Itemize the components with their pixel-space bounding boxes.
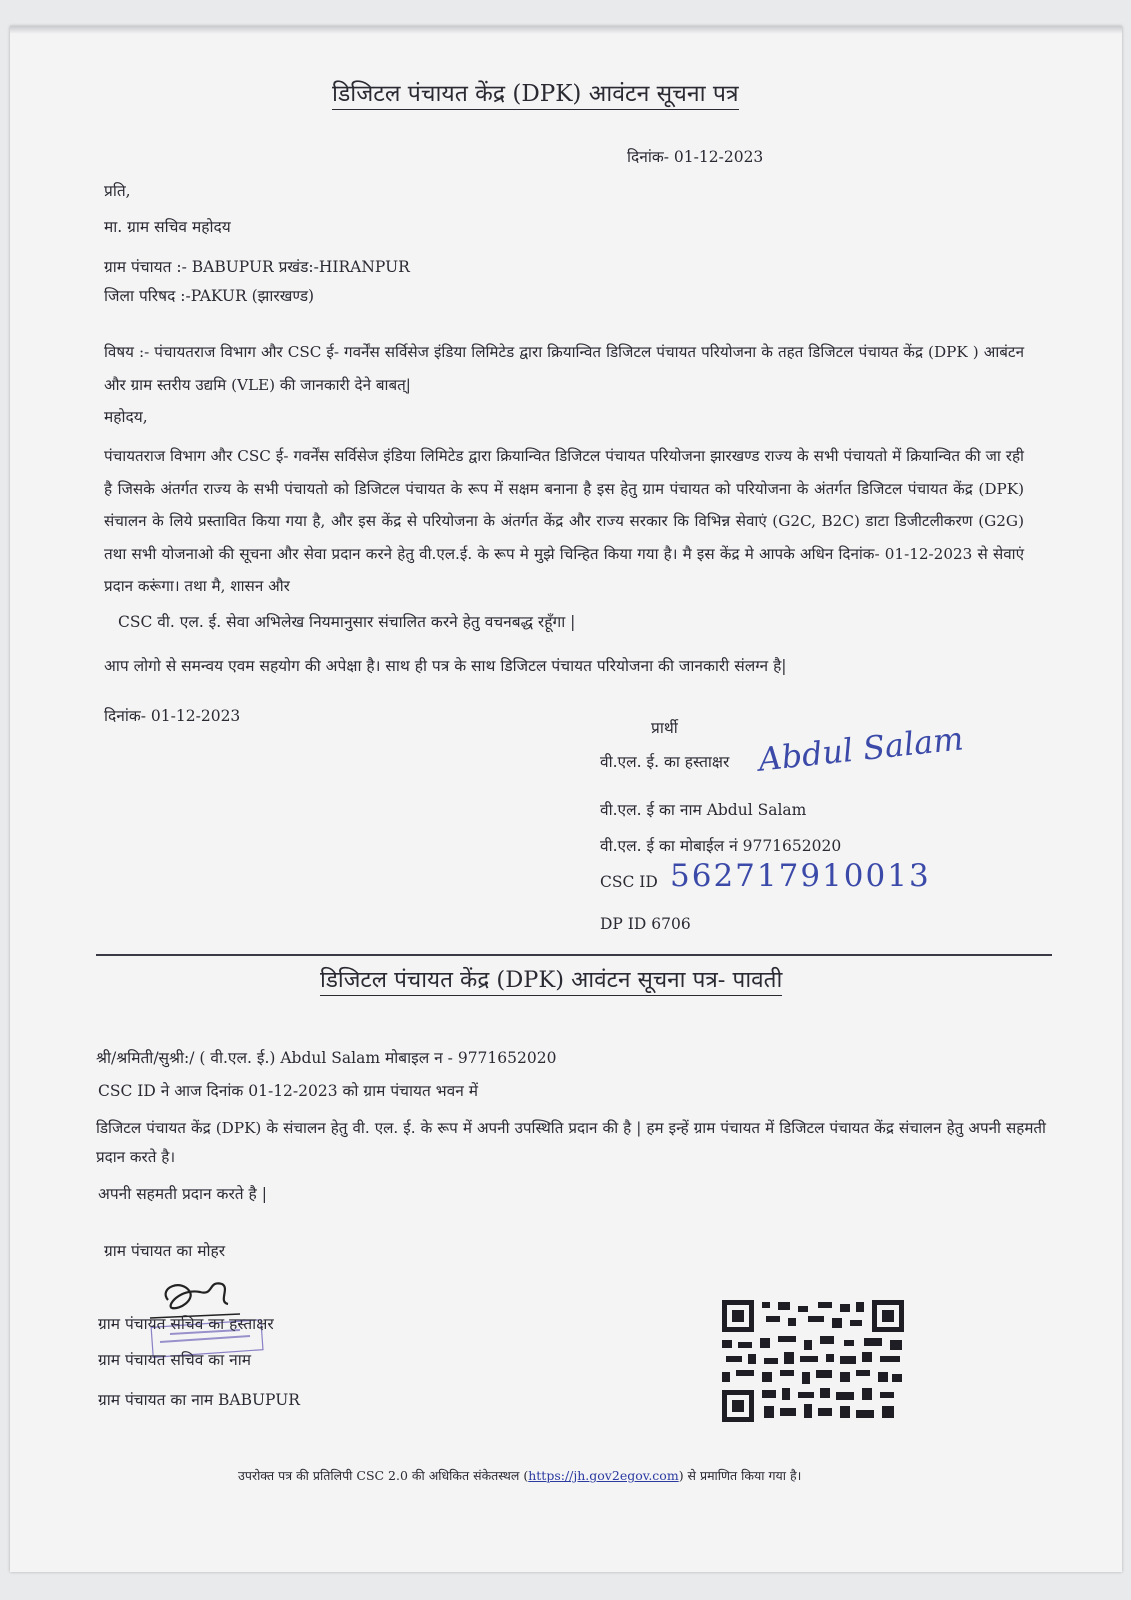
salutation: महोदय,: [104, 408, 148, 426]
prati: प्रति,: [104, 182, 131, 200]
csc-id-handwritten: 562717910013: [670, 858, 931, 894]
subject: विषय :- पंचायतराज विभाग और CSC ई- गवर्नेंस सर्विसेज इंडिया लिमिटेड द्वारा क्रियान्वित डिजिटल पंचायत परियोजना के तहत डिजिटल पंचायत केंद्र (DPK ) आबंटन और ग्राम स्तरीय उद्यमि (VLE) की जानकारी देने बाबत्|: [104, 343, 1024, 394]
vle-sign-label: वी.एल. ई. का हस्ताक्षर: [600, 753, 730, 771]
address-line-3: जिला परिषद :-PAKUR (झारखण्ड): [104, 287, 315, 305]
scan-edge: [10, 26, 1122, 34]
secretary-name-label: ग्राम पंचायत सचिव का नाम: [98, 1351, 251, 1369]
address-line-1: मा. ग्राम सचिव महोदय: [104, 218, 231, 236]
receipt-title: डिजिटल पंचायत केंद्र (DPK) आवंटन सूचना पत्र- पावती: [320, 966, 782, 996]
address-line-2: ग्राम पंचायत :- BABUPUR प्रखंड:-HIRANPUR: [104, 258, 410, 276]
footer-date: दिनांक- 01-12-2023: [104, 707, 241, 725]
section-divider: [96, 954, 1052, 956]
vle-mobile: वी.एल. ई का मोबाईल नं 9771652020: [600, 837, 842, 855]
receipt-line-4: अपनी सहमती प्रदान करते है |: [98, 1185, 267, 1203]
stamp-label: ग्राम पंचायत का मोहर: [104, 1242, 226, 1260]
secretary-sign-label: ग्राम पंचायत सचिव का हस्ताक्षर: [98, 1315, 274, 1333]
csc-id-label: CSC ID: [600, 873, 658, 891]
receipt-line-3: डिजिटल पंचायत केंद्र (DPK) के संचालन हेतु वी. एल. ई. के रूप में अपनी उपस्थिति प्रदान की है | हम इन्हें ग्राम पंचायत में डिजिटल पंचायत केंद्र संचालन हेतु अपनी सहमती प्रदान करते है।: [96, 1119, 1046, 1166]
body-line-3: आप लोगो से समन्वय एवम सहयोग की अपेक्षा है। साथ ही पत्र के साथ डिजिटल पंचायत परियोजना की जानकारी संलग्न है|: [104, 657, 787, 675]
panchayat-name: ग्राम पंचायत का नाम BABUPUR: [98, 1391, 300, 1409]
verification-link[interactable]: https://jh.gov2egov.com: [528, 1468, 679, 1483]
receipt-line-2: CSC ID ने आज दिनांक 01-12-2023 को ग्राम पंचायत भवन में: [98, 1082, 479, 1100]
verification-suffix: ) से प्रमाणित किया गया है।: [678, 1468, 802, 1483]
date-line: दिनांक- 01-12-2023: [627, 148, 764, 166]
vle-name: वी.एल. ई का नाम Abdul Salam: [600, 801, 807, 819]
body-paragraph: पंचायतराज विभाग और CSC ई- गवर्नेंस सर्विसेज इंडिया लिमिटेड द्वारा क्रियान्वित डिजिटल पंचायत परियोजना झारखण्ड राज्य के सभी पंचायतो में क्रियान्वित की जा रही है जिसके अंतर्गत राज्य के सभी पंचायतो को डिजिटल पंचायत के रूप में सक्षम बनाना है इस हेतु ग्राम पंचायत को परियोजना के अंतर्गत डिजिटल पंचायत केंद्र (DPK) संचालन के लिये प्रस्तावित किया गया है, और इस केंद्र से परियोजना के अंतर्गत केंद्र और राज्य सरकार कि विभिन्न सेवाएं (G2C, B2C) डाटा डिजीटलीकरण (G2G) तथा सभी योजनाओ की सूचना और सेवा प्रदान करने हेतु वी.एल.ई. के रूप मे मुझे चिन्हित किया गया है। मै इस केंद्र मे आपके अधिन दिनांक- 01-12-2023 से सेवाएं प्रदान करूंगा। तथा मै, शासन और: [104, 447, 1024, 596]
verification-prefix: उपरोक्त पत्र की प्रतिलिपी CSC 2.0 की अधिकित संकेतस्थल (: [238, 1468, 529, 1483]
body-line-2: CSC वी. एल. ई. सेवा अभिलेख नियमानुसार संचालित करने हेतु वचनबद्ध रहूँगा |: [118, 613, 576, 631]
vle-signature: Abdul Salam: [756, 719, 966, 779]
receipt-line-1: श्री/श्रमिती/सुश्री:/ ( वी.एल. ई.) Abdul Salam मोबाइल न - 9771652020: [96, 1049, 557, 1067]
verification-note: [238, 1466, 801, 1486]
letter-title: डिजिटल पंचायत केंद्र (DPK) आवंटन सूचना पत्र: [332, 80, 739, 110]
qr-code: [722, 1300, 904, 1422]
applicant-label: प्रार्थी: [651, 719, 678, 737]
dp-id: DP ID 6706: [600, 915, 691, 933]
